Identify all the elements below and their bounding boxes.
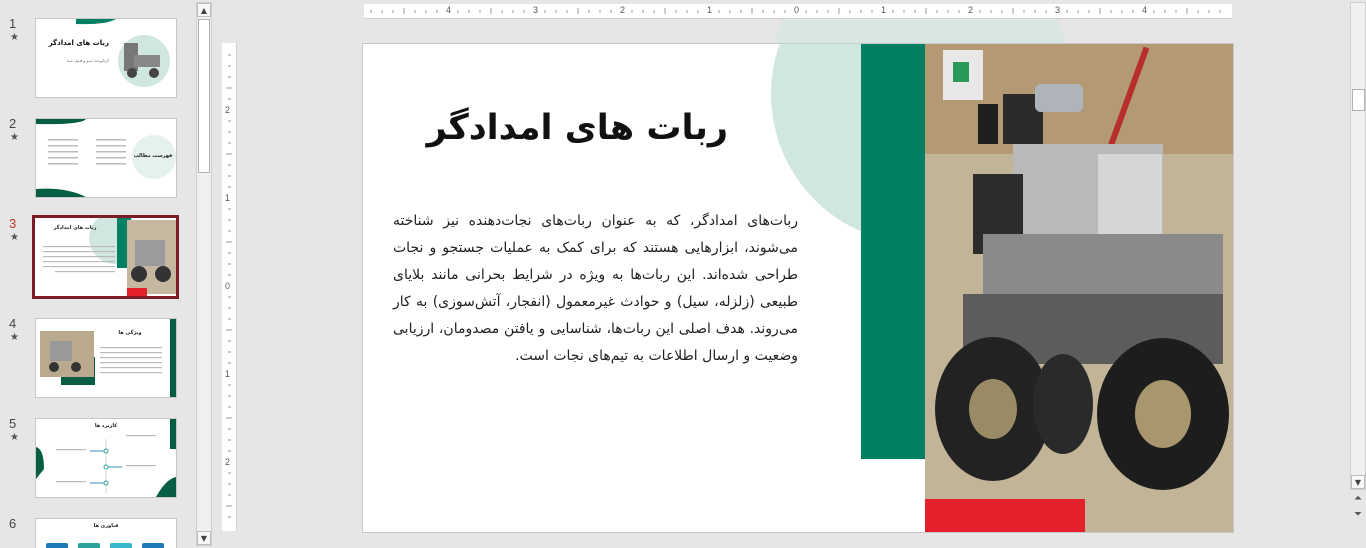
slide-title[interactable]: ربات های امدادگر [426, 108, 728, 148]
animation-star-icon: ★ [10, 332, 19, 343]
thumbnail-preview[interactable] [35, 518, 177, 548]
thumbnail-title: کاربرد ها [94, 423, 118, 429]
slide-body-text[interactable]: ربات‌های امدادگر، که به عنوان ربات‌های نجات‌دهنده نیز شناخته می‌شوند، ابزارهایی هستند که برای کمک به عملیات جستجو و نجات طراحی شده‌اند. این ربات‌ها به ویژه در شرایط بحرانی مانند بلایای طبیعی (زلزله، سیل) و حوادث غیرمعمول (انفجار، آتش‌سوزی) به کار می‌روند. هدف اصلی این ربات‌ها، شناسایی و یافتن مصدومان، ارزیابی وضعیت و ارسال اطلاعات به تیم‌های نجات است. [393, 213, 798, 364]
animation-star-icon: ★ [10, 132, 19, 143]
animation-star-icon: ★ [10, 32, 19, 43]
thumbnail-preview[interactable] [35, 118, 177, 198]
slide-number: 6 [9, 518, 17, 531]
ruler-label: 1 [881, 5, 887, 15]
thumbnail-scrollbar[interactable] [196, 2, 212, 546]
thumbnail-title: ربات های امدادگر [48, 39, 109, 47]
thumbnail-title: فهرست مطالب [133, 153, 173, 159]
slide-canvas[interactable] [362, 43, 1234, 533]
thumbnail-title: ویژگی ها [118, 330, 142, 336]
thumbnail-title: ربات های امدادگر [53, 225, 97, 231]
ruler-label: 2 [620, 5, 626, 15]
vertical-ruler [222, 43, 237, 531]
ruler-label: 1 [707, 5, 713, 15]
ruler-label: 4 [1142, 5, 1148, 15]
ruler-label: 0 [225, 281, 231, 291]
slide-thumbnail-6[interactable] [0, 518, 196, 548]
ruler-label: 0 [794, 5, 800, 15]
slide-number: 4 [9, 316, 17, 331]
previous-slide-icon[interactable]: ⏶ [1354, 493, 1362, 504]
slide-thumbnail-3[interactable] [0, 218, 196, 308]
editor-scrollbar[interactable] [1350, 2, 1366, 490]
animation-star-icon: ★ [10, 432, 19, 443]
slide-number: 3 [9, 216, 17, 231]
ruler-label: 1 [225, 369, 231, 379]
scroll-thumb[interactable] [1352, 89, 1365, 111]
animation-star-icon: ★ [10, 232, 19, 243]
horizontal-ruler [364, 4, 1232, 19]
ruler-label: 2 [968, 5, 974, 15]
ruler-label: 3 [1055, 5, 1061, 15]
ruler-label: 3 [533, 5, 539, 15]
slide-thumbnail-4[interactable] [0, 318, 196, 408]
thumbnail-preview[interactable] [35, 318, 177, 398]
slide-thumbnail-5[interactable] [0, 418, 196, 508]
slide-number: 5 [9, 416, 17, 431]
thumbnail-title: فناوری ها [93, 523, 119, 529]
scroll-down-button[interactable]: ▼ [1351, 475, 1365, 489]
robot-photo [925, 44, 1233, 532]
slide-thumbnail-pane [0, 0, 196, 548]
thumbnail-graphics [36, 19, 176, 97]
next-slide-icon[interactable]: ⏷ [1354, 509, 1362, 520]
ruler-label: 2 [225, 105, 231, 115]
slide-number: 2 [9, 116, 17, 131]
scroll-down-button[interactable]: ▼ [197, 531, 211, 545]
thumbnail-subtitle: گردآورنده: اسم و فامیل شما [66, 59, 109, 63]
slide-number: 1 [9, 16, 17, 31]
thumbnail-preview[interactable] [35, 418, 177, 498]
ruler-label: 2 [225, 457, 231, 467]
slide-thumbnail-2[interactable] [0, 118, 196, 208]
thumbnail-preview[interactable] [35, 18, 177, 98]
scroll-up-button[interactable]: ▲ [197, 3, 211, 17]
slide-thumbnail-1[interactable] [0, 18, 196, 108]
scroll-thumb[interactable] [198, 19, 210, 173]
thumbnail-preview-selected[interactable] [32, 215, 179, 299]
thumbnail-graphics [36, 419, 176, 497]
ruler-label: 1 [225, 193, 231, 203]
ruler-label: 4 [446, 5, 452, 15]
